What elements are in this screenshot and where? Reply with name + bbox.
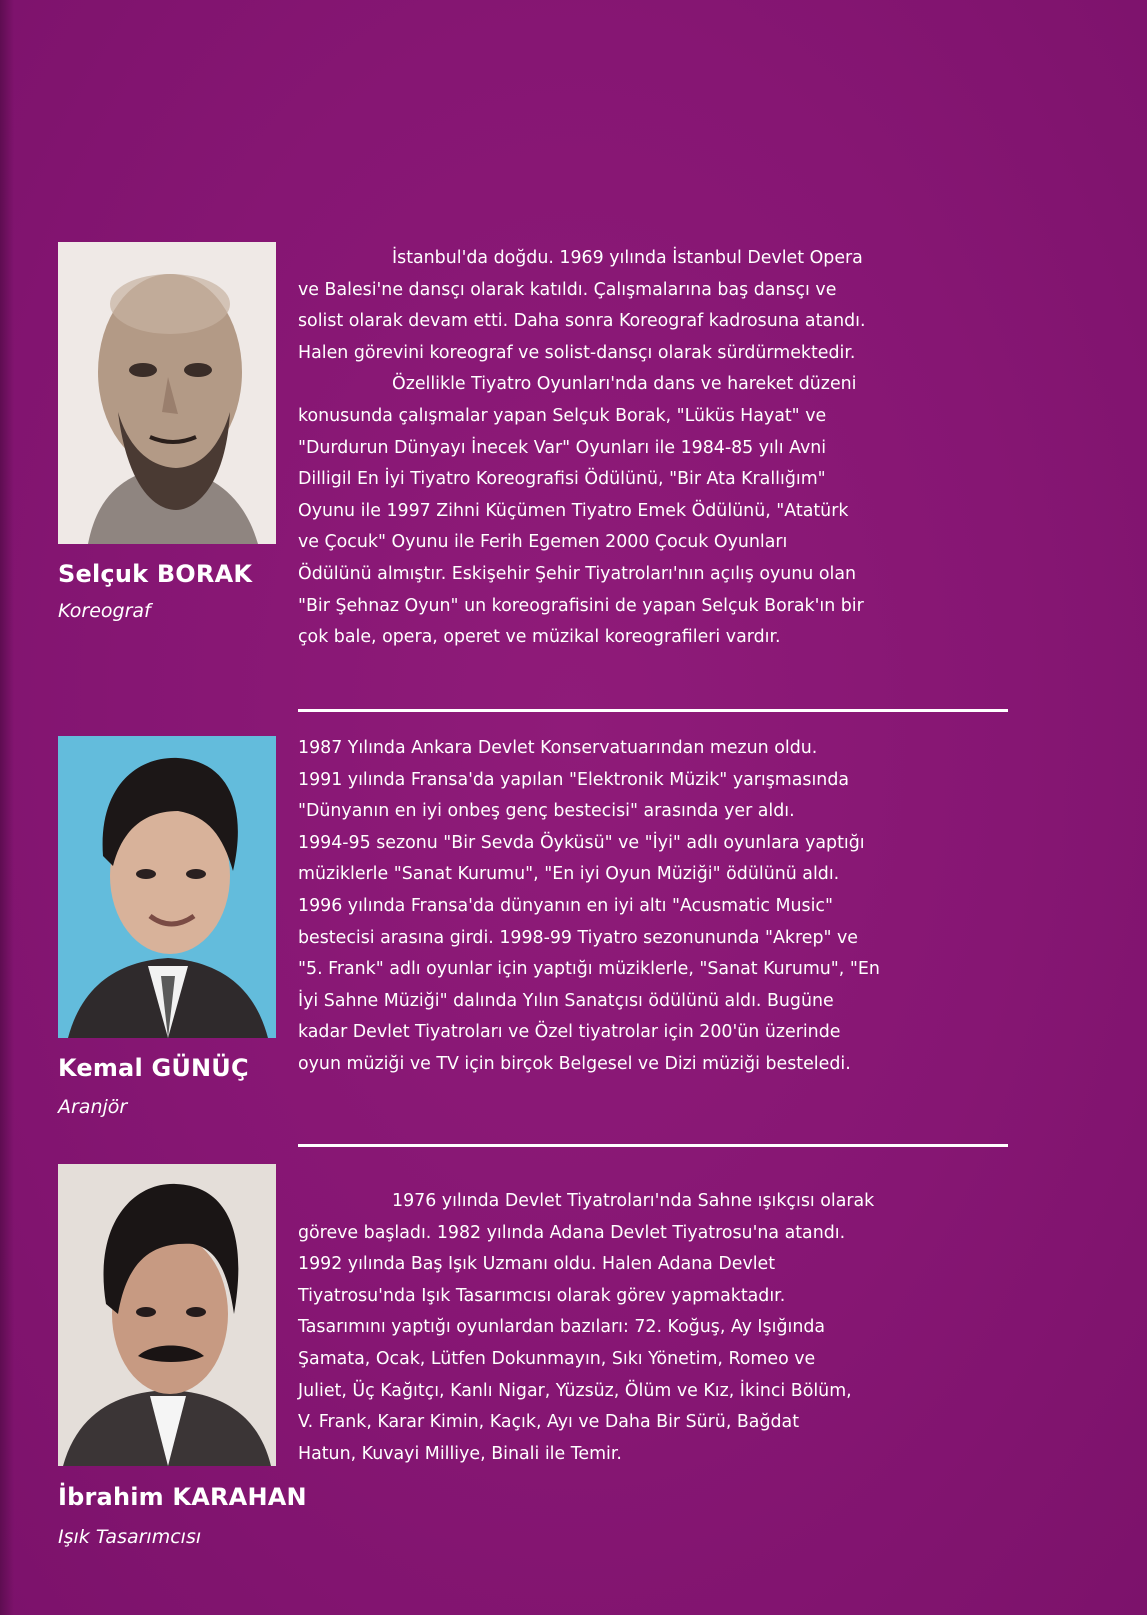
bio-line: İyi Sahne Müziği" dalında Yılın Sanatçısı ödülünü aldı. Bugüne [298, 990, 834, 1011]
bio-line: V. Frank, Karar Kimin, Kaçık, Ayı ve Daha Bir Sürü, Bağdat [298, 1412, 800, 1433]
bio-line: Halen görevini koreograf ve solist-dansçı olarak sürdürmektedir. [298, 342, 856, 363]
ibrahim-karahan-name: İbrahim KARAHAN [58, 1483, 307, 1511]
selcuk-borak-bio [298, 243, 1020, 654]
bio-line: oyun müziği ve TV için birçok Belgesel ve Dizi müziği besteledi. [298, 1053, 851, 1074]
bio-line: 1992 yılında Baş Işık Uzmanı oldu. Halen Adana Devlet [298, 1254, 776, 1275]
ibrahim-karahan-role: Işık Tasarımcısı [58, 1526, 202, 1548]
bio-line: 1994-95 sezonu "Bir Sevda Öyküsü" ve "İyi" adlı oyunlara yaptığı [298, 832, 865, 853]
selcuk-borak-role: Koreograf [58, 600, 151, 622]
bio-line: Juliet, Üç Kağıtçı, Kanlı Nigar, Yüzsüz, Ölüm ve Kız, İkinci Bölüm, [298, 1380, 852, 1401]
bio-line: Oyunu ile 1997 Zihni Küçümen Tiyatro Emek Ödülünü, "Atatürk [298, 500, 849, 521]
kemal-gunuc-photo [58, 736, 276, 1038]
selcuk-borak-name: Selçuk BORAK [58, 560, 253, 588]
kemal-gunuc-bio [298, 733, 1020, 1081]
bio-line: konusunda çalışmalar yapan Selçuk Borak, "Lüküs Hayat" ve [298, 405, 827, 426]
portrait-bald-man-icon [58, 242, 276, 544]
portrait-man-dark-hair-icon [58, 736, 276, 1038]
selcuk-borak-photo [58, 242, 276, 544]
bio-line: 1987 Yılında Ankara Devlet Konservatuarından mezun oldu. [298, 738, 818, 758]
bio-line: Özellikle Tiyatro Oyunları'nda dans ve hareket düzeni [392, 374, 857, 395]
page-spine-shadow [0, 0, 14, 1615]
ibrahim-karahan-photo [58, 1164, 276, 1466]
bio-line: müziklerle "Sanat Kurumu", "En iyi Oyun Müziği" ödülünü aldı. [298, 864, 840, 885]
ibrahim-karahan-bio [298, 1186, 1020, 1470]
bio-line: İstanbul'da doğdu. 1969 yılında İstanbul Devlet Opera [392, 248, 863, 268]
bio-line: solist olarak devam etti. Daha sonra Koreograf kadrosuna atandı. [298, 311, 866, 332]
bio-line: Hatun, Kuvayi Milliye, Binali ile Temir. [298, 1443, 622, 1464]
kemal-gunuc-name: Kemal GÜNÜÇ [58, 1054, 249, 1082]
section-divider [298, 1144, 1008, 1147]
bio-line: "Bir Şehnaz Oyun" un koreografisini de yapan Selçuk Borak'ın bir [298, 595, 864, 616]
section-divider [298, 709, 1008, 712]
bio-line: göreve başladı. 1982 yılında Adana Devlet Tiyatrosu'na atandı. [298, 1222, 846, 1243]
bio-line: "Dünyanın en iyi onbeş genç bestecisi" arasında yer aldı. [298, 801, 795, 822]
bio-line: Tasarımını yaptığı oyunlardan bazıları: 72. Koğuş, Ay Işığında [298, 1317, 826, 1338]
kemal-gunuc-role: Aranjör [58, 1096, 128, 1118]
bio-line: Dilligil En İyi Tiyatro Koreografisi Ödülünü, "Bir Ata Krallığım" [298, 469, 826, 490]
bio-line: "5. Frank" adlı oyunlar için yaptığı müziklerle, "Sanat Kurumu", "En [298, 959, 880, 980]
bio-line: "Durdurun Dünyayı İnecek Var" Oyunları ile 1984-85 yılı Avni [298, 437, 827, 458]
bio-line: çok bale, opera, operet ve müzikal koreografileri vardır. [298, 627, 781, 648]
bio-line: bestecisi arasına girdi. 1998-99 Tiyatro sezonununda "Akrep" ve [298, 927, 858, 948]
bio-line: ve Balesi'ne dansçı olarak katıldı. Çalışmalarına baş dansçı ve [298, 279, 837, 300]
portrait-man-mustache-icon [58, 1164, 276, 1466]
bio-line: ve Çocuk" Oyunu ile Ferih Egemen 2000 Çocuk Oyunları [298, 532, 788, 553]
bio-line: 1996 yılında Fransa'da dünyanın en iyi altı "Acusmatic Music" [298, 895, 833, 916]
bio-line: Tiyatrosu'nda Işık Tasarımcısı olarak görev yapmaktadır. [298, 1285, 786, 1306]
bio-line: kadar Devlet Tiyatroları ve Özel tiyatrolar için 200'ün üzerinde [298, 1022, 841, 1043]
bio-line: 1976 yılında Devlet Tiyatroları'nda Sahne ışıkçısı olarak [392, 1191, 875, 1211]
bio-line: Şamata, Ocak, Lütfen Dokunmayın, Sıkı Yönetim, Romeo ve [298, 1348, 816, 1369]
bio-line: 1991 yılında Fransa'da yapılan "Elektronik Müzik" yarışmasında [298, 769, 850, 790]
bio-line: Ödülünü almıştır. Eskişehir Şehir Tiyatroları'nın açılış oyunu olan [298, 563, 856, 584]
